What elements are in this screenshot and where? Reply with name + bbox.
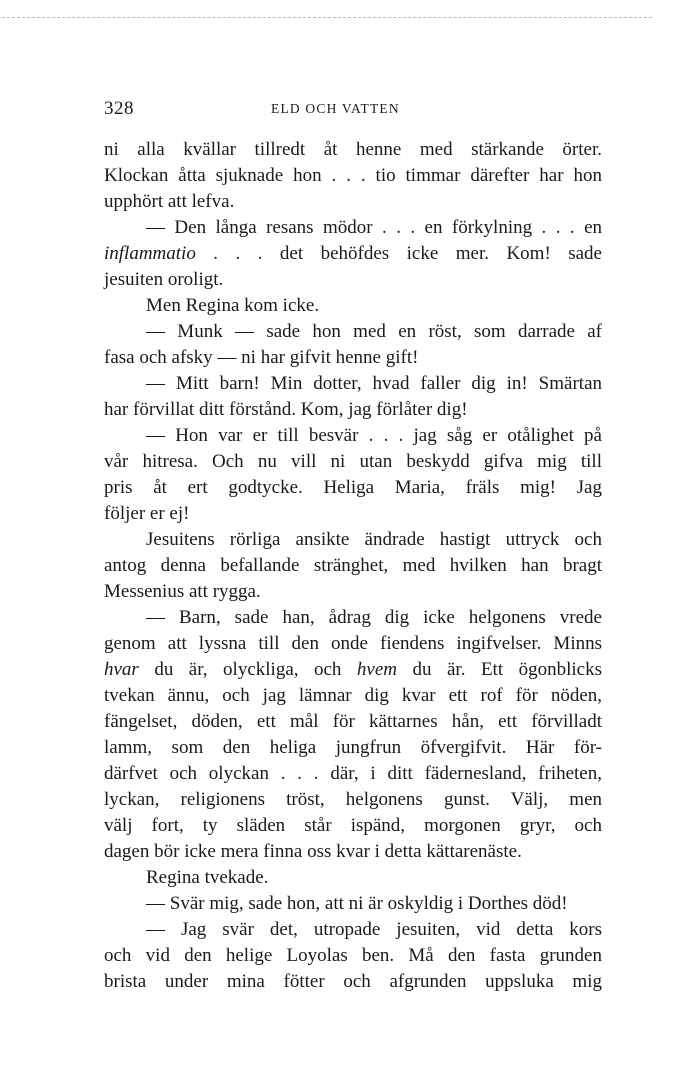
text-segment: fasa och afsky — ni har gifvit henne gift! <box>104 347 419 368</box>
text-segment: Men Regina kom icke. <box>146 295 320 316</box>
text-segment: välj fort, ty släden står ispänd, morgonen gryr, och <box>104 815 602 836</box>
text-segment: vår hitresa. Och nu vill ni utan beskydd gifva mig till <box>104 451 602 472</box>
text-line <box>104 267 602 293</box>
running-head <box>104 98 602 124</box>
text-line <box>104 605 602 631</box>
text-line <box>104 553 602 579</box>
text-line <box>104 657 602 683</box>
italic-word: inflammatio <box>104 243 196 264</box>
text-line <box>104 579 602 605</box>
text-segment: du är, olyckliga, och <box>138 659 357 680</box>
text-segment: — Den långa resans mödor . . . en förkylning . . . en <box>146 217 602 238</box>
text-line <box>104 761 602 787</box>
text-segment: pris åt ert godtycke. Heliga Maria, fräls mig! Jag <box>104 477 602 498</box>
text-line <box>104 709 602 735</box>
text-segment: och vid den helige Loyolas ben. Må den fasta grunden <box>104 945 602 966</box>
text-segment: Messenius att rygga. <box>104 581 261 602</box>
text-line <box>104 449 602 475</box>
text-segment: — Hon var er till besvär . . . jag såg er otålighet på <box>146 425 602 446</box>
text-segment: tvekan ännu, och jag lämnar dig kvar ett rof för nöden, <box>104 685 602 706</box>
text-line <box>104 137 602 163</box>
text-segment: dagen bör icke mera finna oss kvar i detta kättarenäste. <box>104 841 522 862</box>
text-line <box>104 345 602 371</box>
text-line <box>104 683 602 709</box>
text-segment: — Jag svär det, utropade jesuiten, vid detta kors <box>146 919 602 940</box>
text-line <box>104 397 602 423</box>
text-line <box>104 501 602 527</box>
text-line <box>104 371 602 397</box>
text-line <box>104 735 602 761</box>
text-segment: därfvet och olyckan . . . där, i ditt fädernesland, friheten, <box>104 763 602 784</box>
text-segment: Klockan åtta sjuknade hon . . . tio timmar därefter har hon <box>104 165 602 186</box>
text-segment: följer er ej! <box>104 503 190 524</box>
text-line <box>104 293 602 319</box>
text-line <box>104 787 602 813</box>
text-line <box>104 423 602 449</box>
running-title: ELD OCH VATTEN <box>271 101 400 116</box>
text-segment: fängelset, döden, ett mål för kättarnes hån, ett förvilladt <box>104 711 602 732</box>
text-segment: jesuiten oroligt. <box>104 269 224 290</box>
text-segment: — Mitt barn! Min dotter, hvad faller dig in! Smärtan <box>146 373 602 394</box>
text-segment: — Svär mig, sade hon, att ni är oskyldig i Dorthes död! <box>146 893 568 914</box>
text-line <box>104 813 602 839</box>
text-segment: genom att lyssna till den onde fiendens ingifvelser. Minns <box>104 633 602 654</box>
text-segment: ni alla kvällar tillredt åt henne med stärkande örter. <box>104 139 602 160</box>
text-segment: Jesuitens rörliga ansikte ändrade hastigt uttryck och <box>146 529 602 550</box>
text-segment: lyckan, religionens tröst, helgonens gunst. Välj, men <box>104 789 602 810</box>
text-segment: brista under mina fötter och afgrunden uppsluka mig <box>104 971 602 992</box>
text-line <box>104 839 602 865</box>
text-line <box>104 865 602 891</box>
text-line <box>104 631 602 657</box>
text-line <box>104 969 602 995</box>
text-line <box>104 891 602 917</box>
text-segment: upphört att lefva. <box>104 191 235 212</box>
text-line <box>104 241 602 267</box>
text-segment: antog denna befallande stränghet, med hvilken han bragt <box>104 555 602 576</box>
book-page <box>104 98 602 995</box>
text-segment: du är. Ett ögonblicks <box>397 659 602 680</box>
text-line <box>104 943 602 969</box>
text-line <box>104 917 602 943</box>
text-line <box>104 475 602 501</box>
italic-word: hvem <box>356 659 398 680</box>
text-line <box>104 163 602 189</box>
text-segment: — Munk — sade hon med en röst, som darrade af <box>146 321 602 342</box>
text-line <box>104 319 602 345</box>
text-segment: — Barn, sade han, ådrag dig icke helgonens vrede <box>146 607 602 628</box>
text-line <box>104 215 602 241</box>
scan-edge-rule <box>2 17 652 18</box>
text-segment: Regina tvekade. <box>146 867 269 888</box>
text-segment: . . . det behöfdes icke mer. Kom! sade <box>195 243 602 264</box>
italic-word: hvar <box>104 659 139 680</box>
body-text <box>104 137 602 995</box>
text-segment: lamm, som den heliga jungfrun öfvergifvit. Här för- <box>104 737 602 758</box>
text-line <box>104 527 602 553</box>
text-line <box>104 189 602 215</box>
page-number: 328 <box>104 98 134 119</box>
text-segment: har förvillat ditt förstånd. Kom, jag förlåter dig! <box>104 399 468 420</box>
